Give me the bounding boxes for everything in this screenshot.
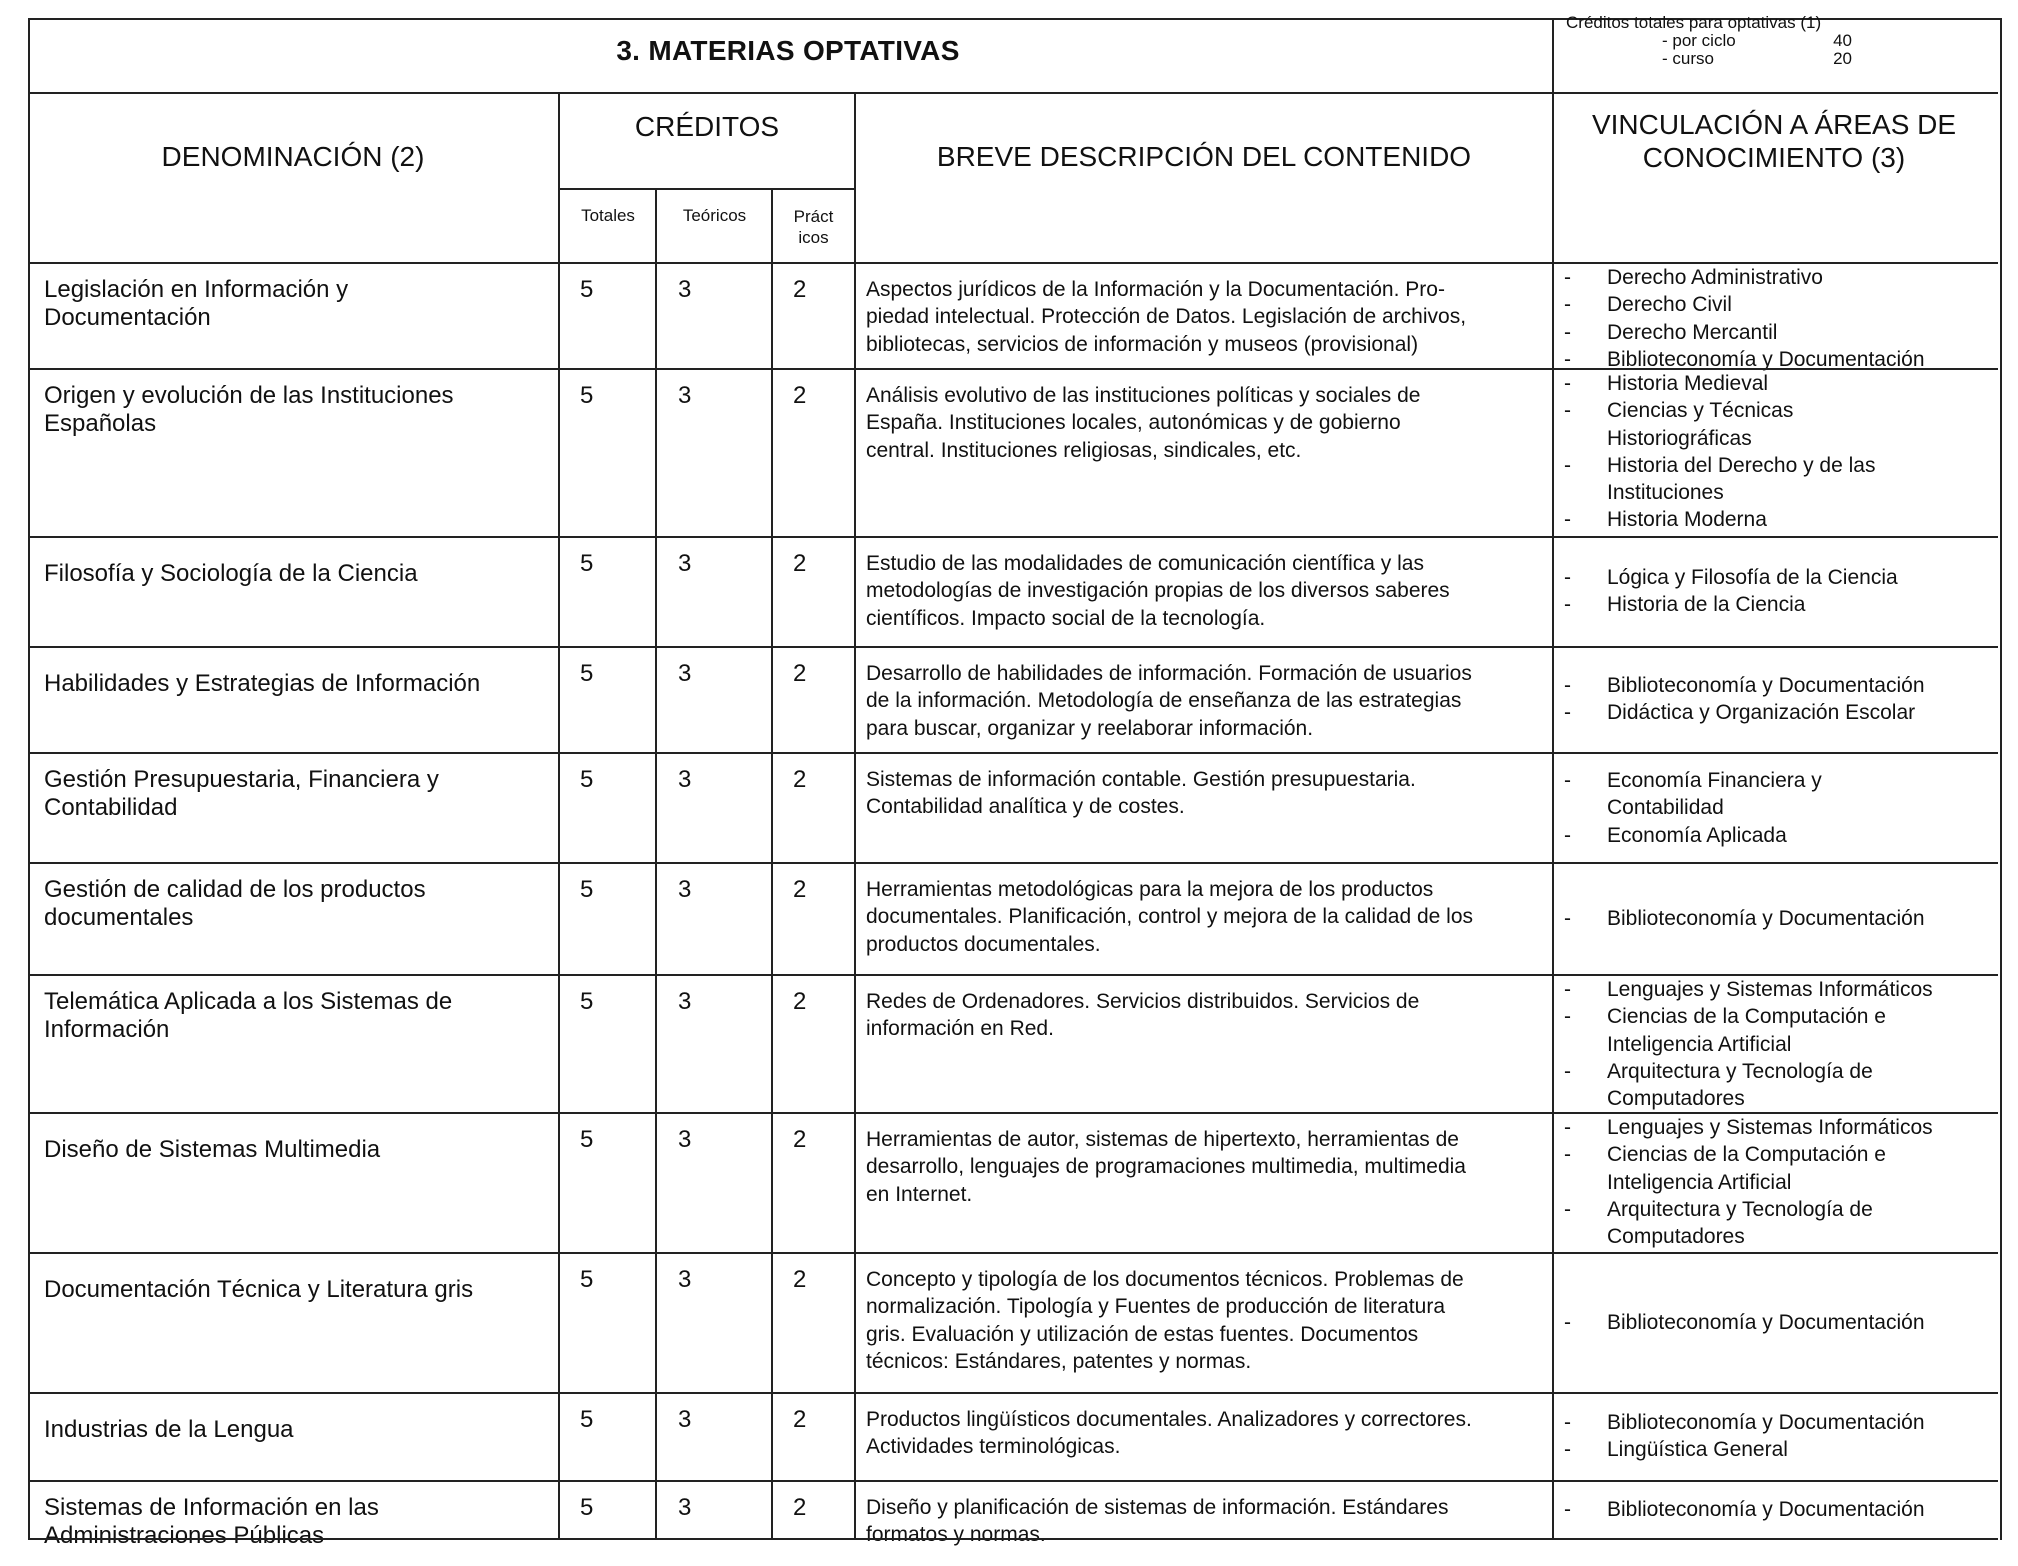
per-cycle-row (1566, 32, 1986, 50)
subject-description (866, 1126, 1556, 1208)
area-label (1607, 506, 1994, 533)
area-item (1562, 452, 1994, 507)
subject-description (866, 1406, 1556, 1461)
col-divider-creditos (854, 92, 856, 262)
credits-totales: 5 (580, 382, 594, 409)
list-dash: - (1564, 1197, 1571, 1221)
subject-name-line: Documentación (44, 304, 211, 332)
subject-name-line: Telemática Aplicada a los Sistemas de (44, 988, 453, 1015)
area-label (1607, 1309, 1994, 1336)
area-item (1562, 1114, 1994, 1141)
row-divider (28, 1252, 1998, 1254)
area-label (1607, 699, 1994, 726)
area-label (1607, 1196, 1994, 1251)
row-divider (28, 862, 1998, 864)
area-label-line: Biblioteconomía y Documentación (1607, 1311, 1925, 1334)
list-dash: - (1564, 399, 1571, 423)
credits-practicos: 2 (793, 382, 807, 409)
description-line: normalización. Tipología y Fuentes de producción de literatura (866, 1295, 1445, 1319)
subject-name-line: Información (44, 1016, 170, 1044)
area-label (1607, 822, 1994, 849)
credits-practicos: 2 (793, 1406, 807, 1433)
area-item (1562, 1196, 1994, 1251)
subject-name (44, 1136, 544, 1164)
area-label-line: Computadores (1607, 1225, 1745, 1249)
area-label (1607, 1058, 1994, 1113)
subject-description (866, 988, 1556, 1043)
description-line: Desarrollo de habilidades de información. Formación de usuarios (866, 662, 1472, 685)
area-label-line: Ciencias y Técnicas (1607, 399, 1794, 423)
description-line: técnicos: Estándares, patentes y normas. (866, 1349, 1252, 1373)
area-item (1562, 822, 1994, 849)
header-creditos: CRÉDITOS (634, 111, 780, 142)
header-practicos-line2: icos (798, 228, 829, 248)
knowledge-areas (1562, 976, 1994, 1112)
list-dash: - (1564, 978, 1571, 1001)
credits-teoricos: 3 (678, 1494, 692, 1521)
area-item (1562, 591, 1994, 618)
area-item (1562, 291, 1994, 318)
knowledge-areas (1562, 370, 1994, 534)
area-label (1607, 1003, 1994, 1058)
credits-total-label: Créditos totales para optativas (1) (1566, 13, 1822, 32)
header-denominacion: DENOMINACIÓN (2) (161, 141, 425, 172)
area-label-line: Biblioteconomía y Documentación (1607, 674, 1925, 697)
subject-name-line: Industrias de la Lengua (44, 1416, 294, 1443)
row-divider (28, 368, 1998, 370)
description-line: Diseño y planificación de sistemas de información. Estándares (866, 1496, 1449, 1519)
knowledge-areas (1562, 564, 1994, 619)
area-item (1562, 397, 1994, 452)
area-label-line: Lenguajes y Sistemas Informáticos (1607, 978, 1933, 1001)
subject-name (44, 766, 544, 823)
subject-name-line: Gestión de calidad de los productos (44, 876, 426, 903)
list-dash: - (1564, 823, 1571, 847)
area-item (1562, 264, 1994, 291)
subject-name (44, 276, 544, 333)
subject-name-line: Documentación Técnica y Literatura gris (44, 1276, 474, 1303)
subject-name-line: Filosofía y Sociología de la Ciencia (44, 560, 418, 587)
credits-teoricos: 3 (678, 766, 692, 793)
area-label-line: Arquitectura y Tecnología de (1607, 1197, 1873, 1221)
credits-practicos: 2 (793, 276, 807, 303)
area-label-line: Derecho Administrativo (1607, 266, 1823, 289)
subject-name (44, 382, 544, 439)
row-divider (28, 1112, 1998, 1114)
area-label-line: Historia del Derecho y de las (1607, 453, 1876, 477)
list-dash: - (1564, 674, 1571, 697)
credits-practicos: 2 (793, 1266, 807, 1293)
area-item (1562, 506, 1994, 533)
description-line: piedad intelectual. Protección de Datos. Legislación de archivos, (866, 305, 1467, 329)
description-line: metodologías de investigación propias de los diversos saberes (866, 579, 1450, 603)
header-practicos-line1: Práct (793, 207, 834, 226)
credits-teoricos: 3 (678, 1126, 692, 1153)
col-divider (558, 262, 560, 1538)
header-totales: Totales (581, 206, 635, 225)
list-dash: - (1564, 1143, 1571, 1167)
knowledge-areas (1562, 672, 1994, 727)
list-dash: - (1564, 1059, 1571, 1083)
credits-practicos: 2 (793, 1494, 807, 1521)
subject-name-line: documentales (44, 904, 194, 932)
description-line: Productos lingüísticos documentales. Analizadores y correctores. (866, 1408, 1472, 1431)
credits-teoricos: 3 (678, 660, 692, 687)
credits-practicos: 2 (793, 988, 807, 1015)
credits-practicos: 2 (793, 660, 807, 687)
area-label (1607, 264, 1994, 291)
description-line: España. Instituciones locales, autonómicas y de gobierno (866, 411, 1401, 435)
knowledge-areas (1562, 905, 1994, 932)
credits-teoricos: 3 (678, 876, 692, 903)
area-label-line: Historia Medieval (1607, 372, 1769, 395)
list-dash: - (1564, 1116, 1571, 1139)
description-line: Herramientas metodológicas para la mejora de los productos (866, 878, 1434, 901)
area-label (1607, 564, 1994, 591)
col-divider-totales (655, 188, 657, 262)
description-line: para buscar, organizar y reelaborar información. (866, 716, 1314, 740)
area-label-line: Economía Financiera y (1607, 769, 1822, 792)
description-line: central. Instituciones religiosas, sindicales, etc. (866, 438, 1302, 462)
area-label (1607, 1141, 1994, 1196)
credits-totales: 5 (580, 660, 594, 687)
col-divider (1552, 262, 1554, 1538)
subject-name (44, 670, 544, 698)
credits-totales: 5 (580, 988, 594, 1015)
col-divider-teoricos (771, 188, 773, 262)
row-divider (28, 536, 1998, 538)
area-label-line: Computadores (1607, 1087, 1745, 1111)
area-label-line: Derecho Civil (1607, 293, 1732, 317)
row-divider (28, 1480, 1998, 1482)
credits-teoricos: 3 (678, 276, 692, 303)
area-item (1562, 672, 1994, 699)
list-dash: - (1564, 1411, 1571, 1434)
per-cycle-value: 40 (1833, 30, 1852, 50)
credits-practicos: 2 (793, 550, 807, 577)
list-dash: - (1564, 1498, 1571, 1521)
description-line: Redes de Ordenadores. Servicios distribuidos. Servicios de (866, 990, 1420, 1013)
area-item (1562, 767, 1994, 822)
subject-name (44, 988, 544, 1045)
credits-totales: 5 (580, 1266, 594, 1293)
header-practicos (773, 206, 854, 249)
area-item (1562, 1436, 1994, 1463)
area-label-line: Biblioteconomía y Documentación (1607, 347, 1925, 371)
knowledge-areas (1562, 1409, 1994, 1464)
subject-name-line: Españolas (44, 410, 157, 438)
subject-name-line: Legislación en Información y (44, 276, 349, 303)
area-label-line: Ciencias de la Computación e (1607, 1005, 1886, 1029)
per-course-label: - curso (1662, 48, 1714, 68)
area-label-line: Lenguajes y Sistemas Informáticos (1607, 1116, 1933, 1139)
description-line: Actividades terminológicas. (866, 1435, 1121, 1459)
area-label (1607, 452, 1994, 507)
area-label (1607, 1409, 1994, 1436)
description-line: científicos. Impacto social de la tecnología. (866, 606, 1266, 630)
per-course-value: 20 (1833, 48, 1852, 68)
subject-name (44, 1276, 544, 1304)
area-item (1562, 564, 1994, 591)
credits-teoricos: 3 (678, 988, 692, 1015)
page-title: 3. MATERIAS OPTATIVAS (616, 35, 960, 66)
description-line: formatos y normas. (866, 1523, 1046, 1547)
area-label-line: Historiográficas (1607, 426, 1752, 450)
area-item (1562, 905, 1994, 932)
subject-name-line: Diseño de Sistemas Multimedia (44, 1136, 381, 1163)
area-label-line: Biblioteconomía y Documentación (1607, 907, 1925, 930)
list-dash: - (1564, 453, 1571, 477)
subject-description (866, 382, 1556, 464)
subject-name (44, 1416, 544, 1444)
area-label-line: Economía Aplicada (1607, 823, 1787, 847)
list-dash: - (1564, 347, 1571, 371)
description-line: en Internet. (866, 1182, 973, 1206)
area-item (1562, 1309, 1994, 1336)
area-label (1607, 1496, 1994, 1523)
per-course-row (1566, 50, 1986, 68)
row-divider (28, 1538, 1998, 1540)
description-line: documentales. Planificación, control y mejora de la calidad de los (866, 905, 1474, 929)
description-line: de la información. Metodología de enseñanza de las estrategias (866, 689, 1462, 713)
area-label-line: Inteligencia Artificial (1607, 1032, 1792, 1056)
credits-teoricos: 3 (678, 382, 692, 409)
subject-description (866, 766, 1556, 821)
area-label (1607, 397, 1994, 452)
area-label-line: Biblioteconomía y Documentación (1607, 1498, 1925, 1521)
area-label (1607, 672, 1994, 699)
knowledge-areas (1562, 264, 1994, 373)
subject-name-line: Gestión Presupuestaria, Financiera y (44, 766, 439, 793)
creditos-subheader-divider (558, 188, 854, 190)
description-line: gris. Evaluación y utilización de estas fuentes. Documentos (866, 1322, 1419, 1346)
credits-totales: 5 (580, 876, 594, 903)
row-divider (28, 646, 1998, 648)
list-dash: - (1564, 1005, 1571, 1029)
area-label (1607, 905, 1994, 932)
area-label-line: Instituciones (1607, 481, 1724, 505)
description-line: Concepto y tipología de los documentos técnicos. Problemas de (866, 1268, 1464, 1291)
area-label (1607, 591, 1994, 618)
list-dash: - (1564, 769, 1571, 792)
title-divider (28, 92, 1998, 94)
area-item (1562, 319, 1994, 346)
area-item (1562, 1141, 1994, 1196)
area-label-line: Biblioteconomía y Documentación (1607, 1411, 1925, 1434)
area-item (1562, 1058, 1994, 1113)
list-dash: - (1564, 1311, 1571, 1334)
subject-name-line: Sistemas de Información en las (44, 1494, 379, 1521)
description-line: información en Red. (866, 1017, 1054, 1041)
description-line: Contabilidad analítica y de costes. (866, 795, 1185, 819)
row-divider (28, 752, 1998, 754)
knowledge-areas (1562, 1114, 1994, 1250)
header-vinculacion-line2: CONOCIMIENTO (3) (1642, 142, 1906, 174)
col-divider-name (558, 92, 560, 262)
credits-practicos: 2 (793, 766, 807, 793)
area-label-line: Historia de la Ciencia (1607, 593, 1806, 617)
header-vinculacion (1554, 108, 1994, 174)
description-line: desarrollo, lenguajes de programaciones multimedia, multimedia (866, 1155, 1466, 1179)
area-item (1562, 699, 1994, 726)
area-label-line: Inteligencia Artificial (1607, 1170, 1792, 1194)
credits-totales: 5 (580, 276, 594, 303)
credits-note-divider (1552, 18, 1554, 92)
credits-totales: 5 (580, 1494, 594, 1521)
area-item (1562, 1003, 1994, 1058)
area-label (1607, 976, 1994, 1003)
list-dash: - (1564, 701, 1571, 725)
list-dash: - (1564, 566, 1571, 589)
knowledge-areas (1562, 1496, 1994, 1523)
credits-note (1566, 14, 1986, 68)
credits-teoricos: 3 (678, 550, 692, 577)
subject-name-line: Contabilidad (44, 794, 178, 822)
subject-name (44, 1494, 544, 1551)
list-dash: - (1564, 508, 1571, 532)
description-line: Aspectos jurídicos de la Información y la Documentación. Pro- (866, 278, 1445, 301)
col-divider-descripcion (1552, 92, 1554, 262)
subject-description (866, 660, 1556, 742)
subject-name-line: Habilidades y Estrategias de Información (44, 670, 481, 697)
area-label-line: Derecho Mercantil (1607, 320, 1778, 344)
description-line: productos documentales. (866, 932, 1101, 956)
description-line: Análisis evolutivo de las instituciones políticas y sociales de (866, 384, 1421, 407)
subject-description (866, 1266, 1556, 1375)
subject-description (866, 1494, 1556, 1549)
area-item (1562, 976, 1994, 1003)
header-bottom-border (28, 262, 1998, 264)
list-dash: - (1564, 593, 1571, 617)
list-dash: - (1564, 372, 1571, 395)
area-label-line: Historia Moderna (1607, 508, 1767, 532)
knowledge-areas (1562, 1309, 1994, 1336)
row-divider (28, 1392, 1998, 1394)
credits-totales: 5 (580, 766, 594, 793)
list-dash: - (1564, 266, 1571, 289)
subject-name-line: Administraciones Públicas (44, 1522, 325, 1550)
list-dash: - (1564, 907, 1571, 930)
area-item (1562, 1409, 1994, 1436)
col-divider (854, 262, 856, 1538)
area-label-line: Arquitectura y Tecnología de (1607, 1059, 1873, 1083)
description-line: bibliotecas, servicios de información y museos (provisional) (866, 332, 1419, 356)
col-divider (771, 262, 773, 1538)
knowledge-areas (1562, 767, 1994, 849)
credits-totales: 5 (580, 1126, 594, 1153)
subject-name (44, 876, 544, 933)
header-teoricos: Teóricos (682, 206, 747, 225)
area-label-line: Contabilidad (1607, 796, 1724, 820)
area-label-line: Ciencias de la Computación e (1607, 1143, 1886, 1167)
subject-description (866, 276, 1556, 358)
header-descripcion: BREVE DESCRIPCIÓN DEL CONTENIDO (936, 141, 1472, 172)
area-label (1607, 319, 1994, 346)
area-item (1562, 1496, 1994, 1523)
area-label (1607, 291, 1994, 318)
description-line: Herramientas de autor, sistemas de hipertexto, herramientas de (866, 1128, 1459, 1151)
credits-teoricos: 3 (678, 1266, 692, 1293)
header-vinculacion-line1: VINCULACIÓN A ÁREAS DE (1591, 109, 1957, 140)
subject-description (866, 876, 1556, 958)
list-dash: - (1564, 1438, 1571, 1462)
credits-teoricos: 3 (678, 1406, 692, 1433)
area-label (1607, 1114, 1994, 1141)
credits-practicos: 2 (793, 1126, 807, 1153)
area-label-line: Didáctica y Organización Escolar (1607, 701, 1916, 725)
credits-totales: 5 (580, 1406, 594, 1433)
per-cycle-label: - por ciclo (1662, 30, 1736, 50)
list-dash: - (1564, 320, 1571, 344)
area-item (1562, 370, 1994, 397)
description-line: Estudio de las modalidades de comunicación científica y las (866, 552, 1424, 575)
col-divider (655, 262, 657, 1538)
list-dash: - (1564, 293, 1571, 317)
subject-name (44, 560, 544, 588)
area-label (1607, 370, 1994, 397)
area-label-line: Lógica y Filosofía de la Ciencia (1607, 566, 1898, 589)
subject-name-line: Origen y evolución de las Instituciones (44, 382, 454, 409)
credits-practicos: 2 (793, 876, 807, 903)
area-label (1607, 767, 1994, 822)
credits-totales: 5 (580, 550, 594, 577)
area-label (1607, 1436, 1994, 1463)
subject-description (866, 550, 1556, 632)
description-line: Sistemas de información contable. Gestión presupuestaria. (866, 768, 1416, 791)
area-label-line: Lingüística General (1607, 1438, 1788, 1462)
row-divider (28, 974, 1998, 976)
